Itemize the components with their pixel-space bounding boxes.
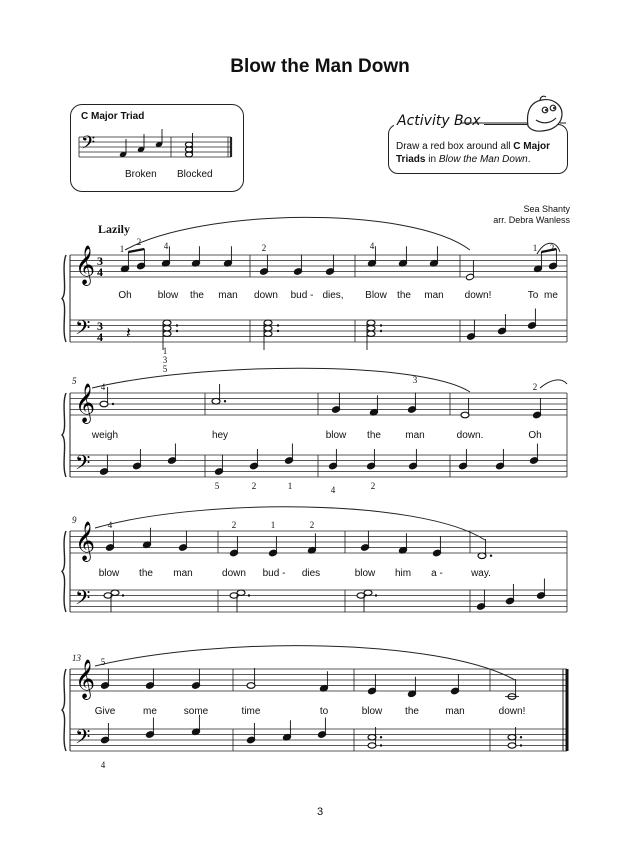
treble-clef-icon: 𝄞 xyxy=(75,383,96,423)
grand-staff-brace xyxy=(62,255,66,342)
chord-note xyxy=(264,326,272,331)
dot xyxy=(520,736,522,738)
chord-note xyxy=(264,331,272,336)
dot xyxy=(176,330,178,332)
bass-clef-icon: 𝄢 xyxy=(75,586,91,614)
note xyxy=(478,553,486,559)
lyric: blow xyxy=(98,568,120,579)
fingering: 2 xyxy=(251,481,257,491)
lyric: the xyxy=(367,430,381,441)
dot xyxy=(380,330,382,332)
lyric: blow xyxy=(361,706,383,717)
lyric: down! xyxy=(464,290,492,301)
fingering: 2 xyxy=(261,243,267,253)
dot xyxy=(520,744,522,746)
lyric: Oh xyxy=(118,290,132,301)
lyric: To xyxy=(527,290,539,301)
dot xyxy=(380,324,382,326)
activity-text-italic: Blow the Man Down xyxy=(438,154,528,165)
lyric: blow xyxy=(354,568,376,579)
lyric: way. xyxy=(471,568,491,579)
phrase-slur xyxy=(540,380,567,388)
fingering: 1 xyxy=(532,243,538,253)
chord-note xyxy=(508,743,516,748)
lyric: the xyxy=(405,706,419,717)
chord-note xyxy=(368,735,376,740)
fingering: 2 xyxy=(309,520,315,530)
treble-clef-icon: 𝄞 xyxy=(75,521,96,561)
time-signature: 4 xyxy=(97,265,103,279)
lyric: down xyxy=(222,568,246,579)
fingering: 1 xyxy=(270,520,276,530)
chord-note xyxy=(237,590,245,595)
lyric: the xyxy=(397,290,411,301)
fingering: 4 xyxy=(369,241,375,251)
dot xyxy=(380,736,382,738)
chord-note xyxy=(368,743,376,748)
activity-text-end: . xyxy=(527,154,531,165)
lyric: man xyxy=(173,568,193,579)
fingering: 1 xyxy=(119,244,125,254)
chord-note xyxy=(367,331,375,336)
fingering: 4 xyxy=(107,520,113,530)
lyric: blow xyxy=(157,290,179,301)
lyric: bud - xyxy=(262,568,286,579)
time-signature: 3 xyxy=(97,319,103,333)
bass-clef-icon: 𝄢 xyxy=(75,451,91,479)
note xyxy=(247,683,255,689)
bass-clef-icon: 𝄢 xyxy=(75,725,91,753)
dot xyxy=(490,555,492,557)
grand-staff-brace xyxy=(62,669,66,751)
measure-number: 5 xyxy=(72,376,77,386)
time-signature: 3 xyxy=(97,254,103,268)
fingering: 2 xyxy=(370,481,376,491)
dot xyxy=(224,400,226,402)
credit-origin: Sea Shanty xyxy=(523,204,570,214)
measure-number: 9 xyxy=(72,515,77,525)
blocked-label: Blocked xyxy=(177,169,213,180)
lyric: me xyxy=(143,706,157,717)
broken-label: Broken xyxy=(125,169,157,180)
fingering: 2 xyxy=(231,520,237,530)
treble-clef-icon: 𝄞 xyxy=(75,659,96,699)
lyric: man xyxy=(218,290,238,301)
lyric: man xyxy=(424,290,444,301)
fingering: 3 xyxy=(162,355,168,365)
lyric: the xyxy=(139,568,153,579)
lyric: man xyxy=(405,430,425,441)
fingering: 4 xyxy=(330,485,336,495)
lyric: man xyxy=(445,706,465,717)
dot xyxy=(122,594,124,596)
fingering: 2 xyxy=(549,243,555,253)
activity-box-heading: Activity Box xyxy=(394,113,484,129)
lyric: time xyxy=(241,706,261,717)
activity-text-bold: C Major Triads xyxy=(396,141,550,165)
chord-note xyxy=(111,590,119,595)
quarter-rest-icon: 𝄽 xyxy=(126,323,131,342)
fingering: 4 xyxy=(163,241,169,251)
lyric: down. xyxy=(456,430,484,441)
page-title: Blow the Man Down xyxy=(230,56,410,77)
lyric: me xyxy=(544,290,558,301)
lyric: dies xyxy=(301,568,321,579)
time-signature: 4 xyxy=(97,330,103,344)
lyric: bud - xyxy=(290,290,314,301)
lyric: hey xyxy=(211,430,229,441)
lyric: Give xyxy=(94,706,116,717)
dot xyxy=(277,330,279,332)
fingering: 5 xyxy=(100,657,106,667)
fingering: 3 xyxy=(412,375,418,385)
dot xyxy=(277,324,279,326)
dot xyxy=(380,744,382,746)
lyric: Oh xyxy=(528,430,542,441)
svg-text:𝄢: 𝄢 xyxy=(81,133,96,158)
fingering: 4 xyxy=(100,760,106,770)
treble-clef-icon: 𝄞 xyxy=(75,245,96,285)
note xyxy=(100,401,108,407)
fingering: 5 xyxy=(162,364,168,374)
triad-box-title: C Major Triad xyxy=(81,111,145,122)
fingering: 1 xyxy=(162,346,168,356)
lyric: a - xyxy=(431,568,443,579)
tempo-marking: Lazily xyxy=(98,222,130,236)
lyric: weigh xyxy=(91,430,119,441)
lyric: down xyxy=(254,290,278,301)
page-number: 3 xyxy=(316,806,324,818)
credit-arranger: arr. Debra Wanless xyxy=(493,215,570,225)
fingering: 4 xyxy=(100,382,106,392)
chord-note xyxy=(364,590,372,595)
fingering: 2 xyxy=(532,382,538,392)
activity-text-part2: in xyxy=(425,154,439,165)
lyric: down! xyxy=(498,706,526,717)
chord-note xyxy=(367,320,375,325)
note xyxy=(461,412,469,418)
lyric: dies, xyxy=(322,290,344,301)
chord-note xyxy=(264,320,272,325)
activity-text-part1: Draw a red box around all xyxy=(396,141,514,152)
chord-note xyxy=(367,326,375,331)
beam xyxy=(128,249,144,252)
bass-clef-icon: 𝄢 xyxy=(75,316,91,344)
dot xyxy=(112,403,114,405)
fingering: 5 xyxy=(214,481,220,491)
phrase-slur xyxy=(125,217,470,250)
dot xyxy=(248,594,250,596)
measure-number: 13 xyxy=(72,653,81,663)
dot xyxy=(375,594,377,596)
lyric: to xyxy=(319,706,329,717)
chord-note xyxy=(163,331,171,336)
chord-note xyxy=(163,326,171,331)
fingering: 2 xyxy=(136,237,142,247)
note xyxy=(212,398,220,404)
phrase-slur xyxy=(95,507,485,540)
lyric: some xyxy=(183,706,209,717)
lyric: blow xyxy=(325,430,347,441)
chord-note xyxy=(163,320,171,325)
grand-staff-brace xyxy=(62,531,66,612)
fingering: 1 xyxy=(287,481,293,491)
chord-note xyxy=(508,735,516,740)
dot xyxy=(176,324,178,326)
lyric: the xyxy=(190,290,204,301)
lyric: Blow xyxy=(365,290,387,301)
lyric: him xyxy=(394,568,412,579)
grand-staff-brace xyxy=(62,393,66,477)
